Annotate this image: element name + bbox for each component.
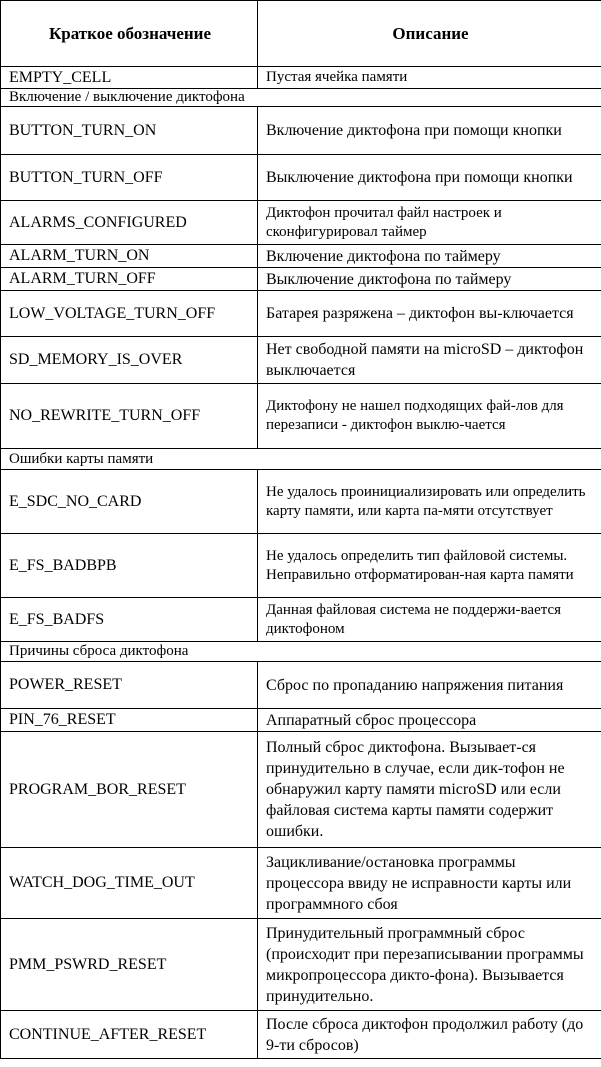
table-row (1, 155, 601, 201)
section-title: Причины сброса диктофона (1, 642, 601, 662)
code-cell: BUTTON_TURN_ON (1, 107, 258, 155)
description-cell: Пустая ячейка памяти (258, 67, 601, 89)
description-cell: Выключение диктофона при помощи кнопки (258, 155, 601, 201)
table-row (1, 268, 601, 291)
table-row (1, 201, 601, 245)
description-cell: Не удалось определить тип файловой системы. Неправильно отформатирован-ная карта памяти (258, 534, 601, 598)
section-row (1, 642, 601, 662)
table-row (1, 291, 601, 337)
table-row (1, 848, 601, 919)
header-short-name: Краткое обозначение (1, 1, 258, 67)
description-cell: Зацикливание/остановка программы процессора ввиду не исправности карты или программного сбоя (258, 848, 601, 919)
description-cell: Полный сброс диктофона. Вызывает-ся принудительно в случае, если дик-тофон не обнаружил карту памяти microSD или если файловая система карты памяти содержит ошибки. (258, 732, 601, 848)
table-row (1, 919, 601, 1011)
description-cell: Данная файловая система не поддержи-вается диктофоном (258, 598, 601, 642)
table-body (1, 67, 601, 1059)
table-row (1, 534, 601, 598)
code-cell: POWER_RESET (1, 662, 258, 709)
code-cell: LOW_VOLTAGE_TURN_OFF (1, 291, 258, 337)
code-cell: CONTINUE_AFTER_RESET (1, 1011, 258, 1059)
description-cell: Батарея разряжена – диктофон вы-ключается (258, 291, 601, 337)
table-row (1, 245, 601, 268)
section-row (1, 89, 601, 107)
description-cell: Выключение диктофона по таймеру (258, 268, 601, 291)
header-description: Описание (258, 1, 601, 67)
description-cell: Нет свободной памяти на microSD – диктофон выключается (258, 337, 601, 384)
code-cell: PMM_PSWRD_RESET (1, 919, 258, 1011)
table-row (1, 709, 601, 732)
table-row (1, 67, 601, 89)
table-row (1, 107, 601, 155)
description-cell: После сброса диктофон продолжил работу (до 9-ти сбросов) (258, 1011, 601, 1059)
section-title: Включение / выключение диктофона (1, 89, 601, 107)
table-row (1, 1011, 601, 1059)
code-cell: ALARMS_CONFIGURED (1, 201, 258, 245)
code-cell: E_SDC_NO_CARD (1, 470, 258, 534)
description-cell: Принудительный программный сброс (происходит при перезаписывании программы микропроцессора дикто-фона). Вызывается принудительно. (258, 919, 601, 1011)
code-cell: EMPTY_CELL (1, 67, 258, 89)
table-row (1, 384, 601, 449)
table-row (1, 732, 601, 848)
code-cell: WATCH_DOG_TIME_OUT (1, 848, 258, 919)
code-cell: PIN_76_RESET (1, 709, 258, 732)
table-row (1, 662, 601, 709)
description-cell: Включение диктофона при помощи кнопки (258, 107, 601, 155)
description-cell: Диктофон прочитал файл настроек и сконфигурировал таймер (258, 201, 601, 245)
description-cell: Аппаратный сброс процессора (258, 709, 601, 732)
table-row (1, 470, 601, 534)
description-cell: Не удалось проинициализировать или определить карту памяти, или карта па-мяти отсутствует (258, 470, 601, 534)
table-row (1, 337, 601, 384)
code-cell: ALARM_TURN_ON (1, 245, 258, 268)
table-header-row (1, 1, 601, 67)
section-row (1, 449, 601, 470)
code-cell: E_FS_BADFS (1, 598, 258, 642)
description-cell: Включение диктофона по таймеру (258, 245, 601, 268)
code-cell: NO_REWRITE_TURN_OFF (1, 384, 258, 449)
table-row (1, 598, 601, 642)
section-title: Ошибки карты памяти (1, 449, 601, 470)
description-cell: Диктофону не нашел подходящих фай-лов для перезаписи - диктофон выклю-чается (258, 384, 601, 449)
code-cell: ALARM_TURN_OFF (1, 268, 258, 291)
code-cell: SD_MEMORY_IS_OVER (1, 337, 258, 384)
description-cell: Сброс по пропаданию напряжения питания (258, 662, 601, 709)
code-cell: PROGRAM_BOR_RESET (1, 732, 258, 848)
code-cell: E_FS_BADBPB (1, 534, 258, 598)
code-cell: BUTTON_TURN_OFF (1, 155, 258, 201)
